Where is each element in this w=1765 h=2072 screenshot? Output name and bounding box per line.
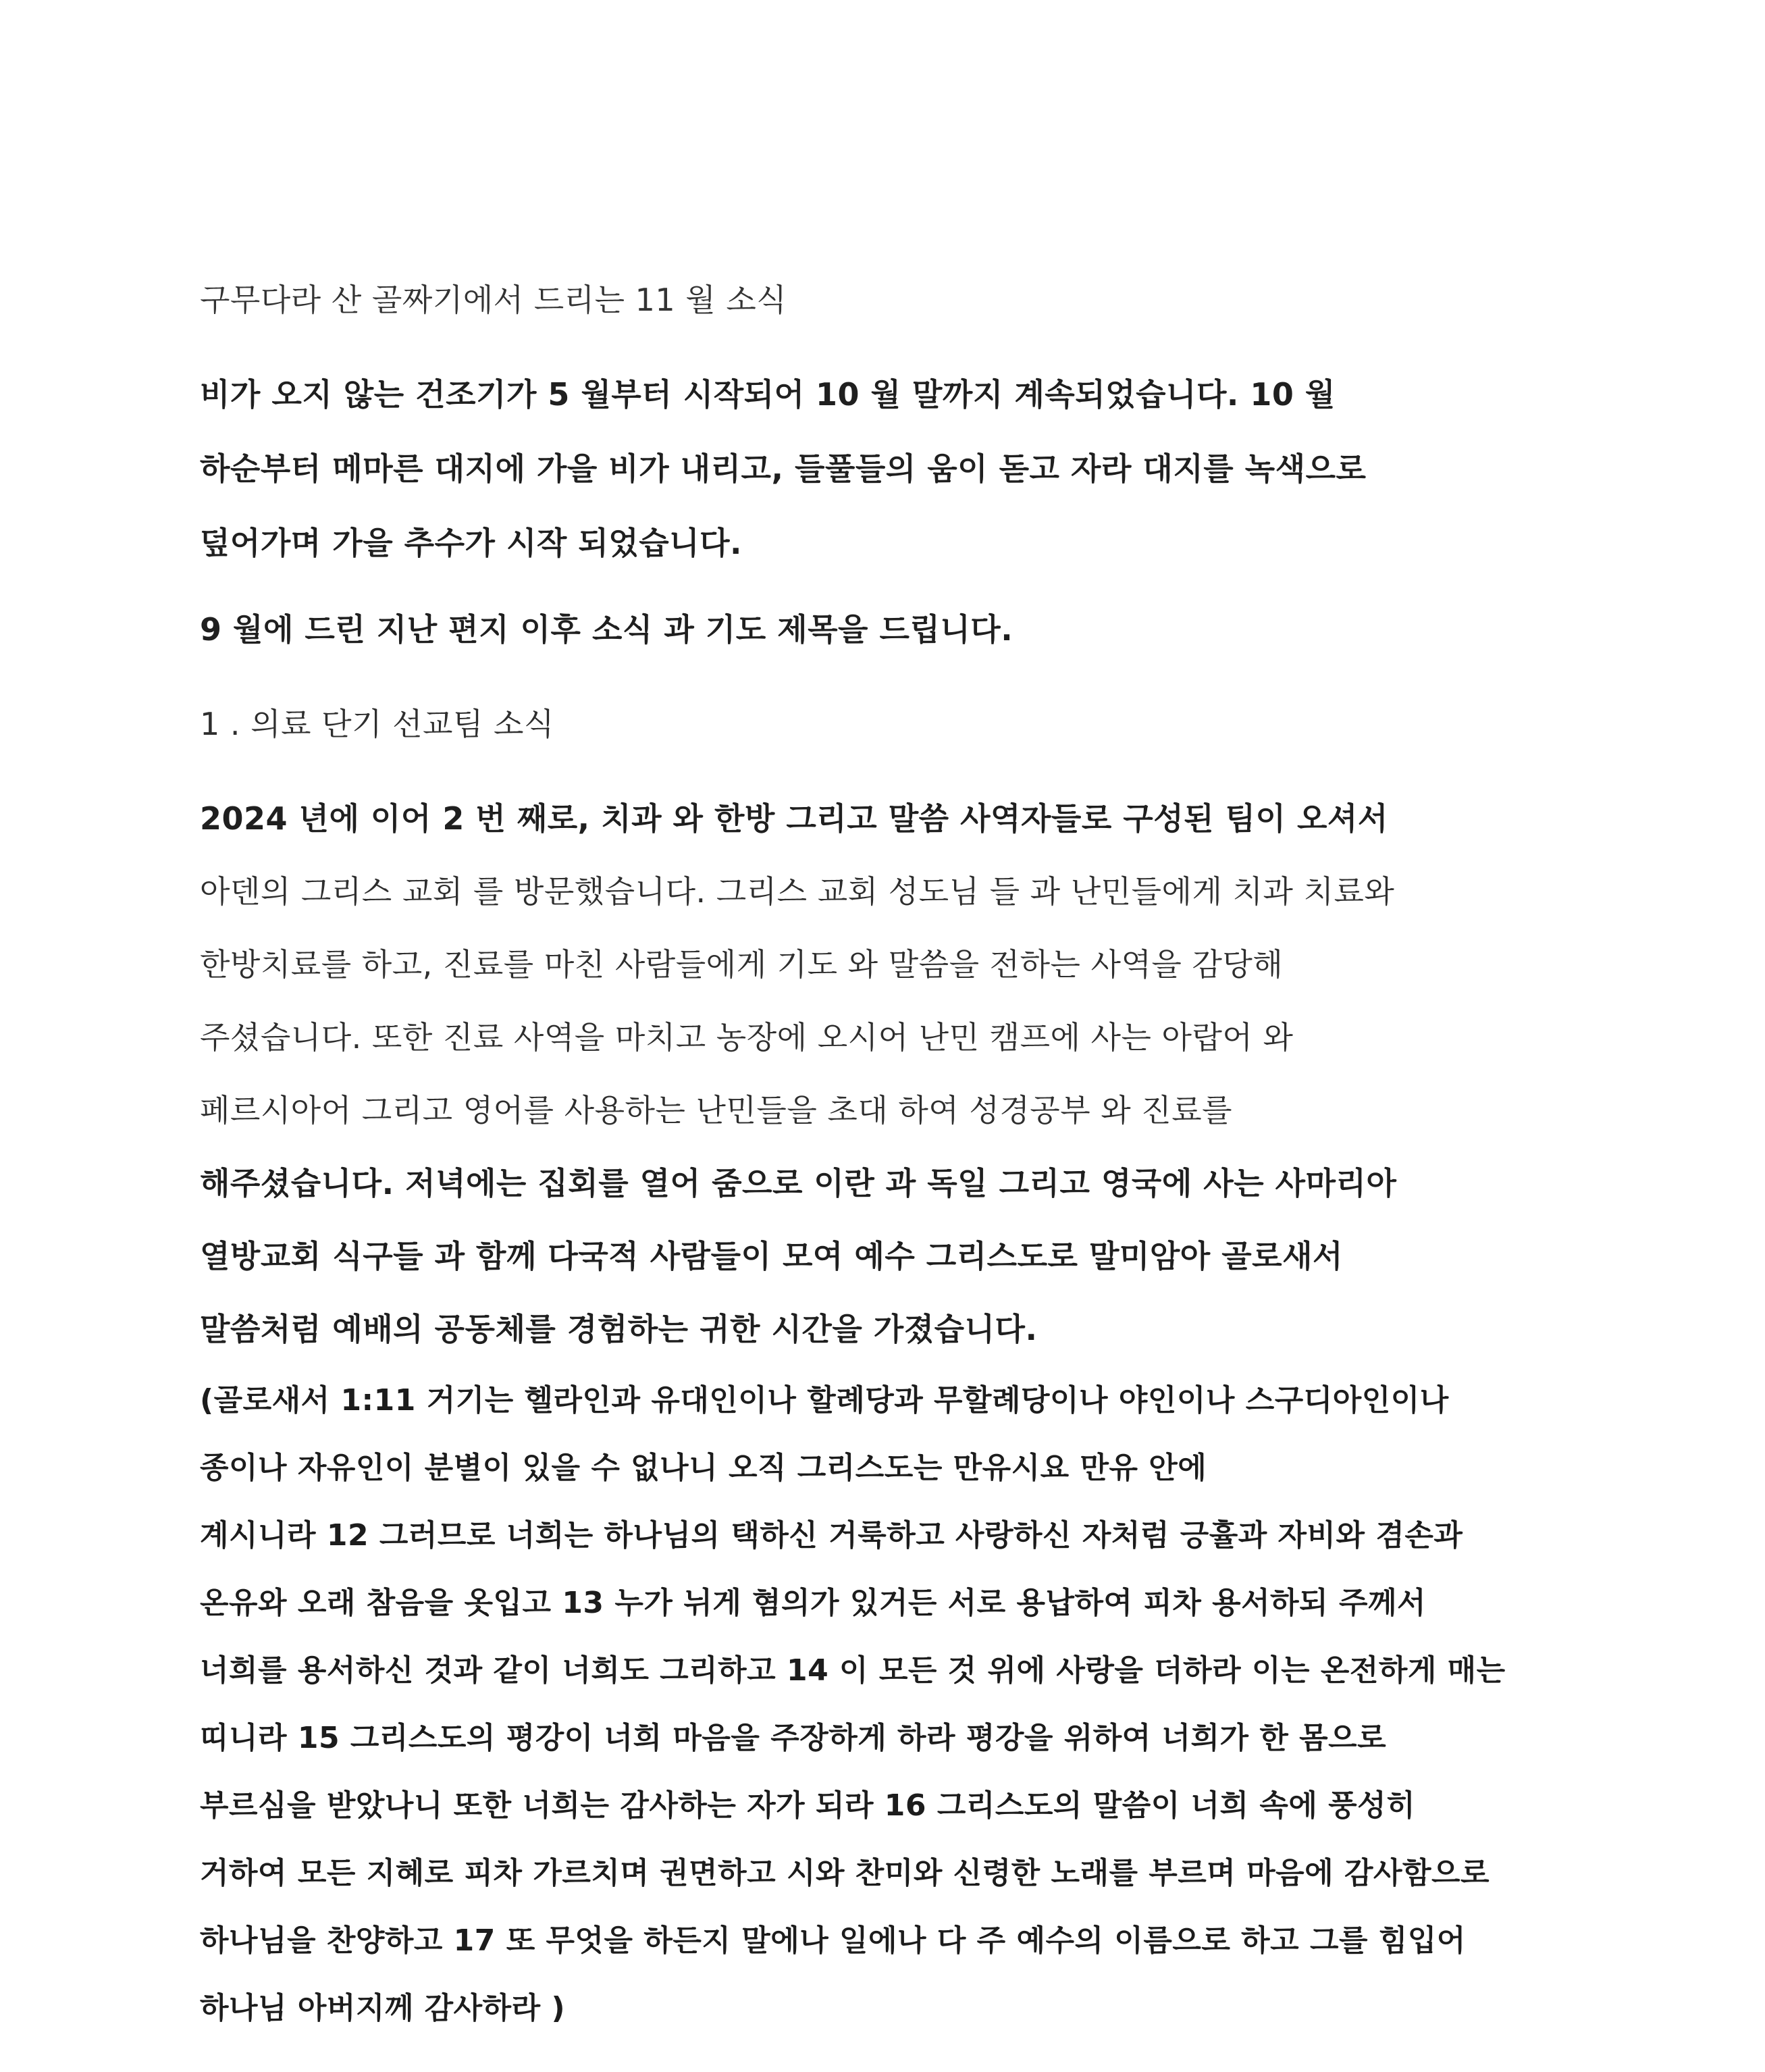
paragraph-line: 말씀처럼 예배의 공동체를 경험하는 귀한 시간을 가졌습니다. — [200, 1311, 1038, 1347]
paragraph-line: 페르시아어 그리고 영어를 사용하는 난민들을 초대 하여 성경공부 와 진료를 — [200, 1092, 1233, 1129]
paragraph-line: 한방치료를 하고, 진료를 마친 사람들에게 기도 와 말씀을 전하는 사역을 감당해 — [200, 946, 1284, 983]
verse-line: 계시니라 12 그러므로 너희는 하나님의 택하신 거룩하고 사랑하신 자처럼 긍휼과 자비와 겸손과 — [200, 1518, 1463, 1553]
verse-line: 너희를 용서하신 것과 같이 너희도 그리하고 14 이 모든 것 위에 사랑을 더하라 이는 온전하게 매는 — [200, 1653, 1506, 1688]
verse-line: 종이나 자유인이 분별이 있을 수 없나니 오직 그리스도는 만유시요 만유 안에 — [200, 1451, 1207, 1485]
section-heading: 1 . 의료 단기 선교팀 소식 — [200, 706, 554, 742]
verse-line: 하나님을 찬양하고 17 또 무엇을 하든지 말에나 일에나 다 주 예수의 이름으로 하고 그를 힘입어 — [200, 1923, 1466, 1958]
verse-line: 부르심을 받았나니 또한 너희는 감사하는 자가 되라 16 그리스도의 말씀이 너희 속에 풍성히 — [200, 1788, 1416, 1823]
verse-line: (골로새서 1:11 거기는 헬라인과 유대인이나 할례당과 무할례당이나 야인이나 스구디아인이나 — [200, 1383, 1449, 1418]
paragraph-line: 열방교회 식구들 과 함께 다국적 사람들이 모여 예수 그리스도로 말미암아 골로새서 — [200, 1238, 1343, 1274]
verse-line: 거하여 모든 지혜로 피차 가르치며 권면하고 시와 찬미와 신령한 노래를 부르며 마음에 감사함으로 — [200, 1856, 1490, 1890]
letter-title: 구무다라 산 골짜기에서 드리는 11 월 소식 — [200, 282, 787, 318]
paragraph-line: 해주셨습니다. 저녁에는 집회를 열어 줌으로 이란 과 독일 그리고 영국에 사는 사마리아 — [200, 1165, 1397, 1201]
paragraph-line: 2024 년에 이어 2 번 째로, 치과 와 한방 그리고 말씀 사역자들로 구성된 팀이 오셔서 — [200, 800, 1388, 837]
verse-line: 온유와 오래 참음을 옷입고 13 누가 뉘게 혐의가 있거든 서로 용납하여 피차 용서하되 주께서 — [200, 1586, 1427, 1620]
verse-line: 띠니라 15 그리스도의 평강이 너희 마음을 주장하게 하라 평강을 위하여 너희가 한 몸으로 — [200, 1721, 1387, 1755]
paragraph-line: 9 월에 드린 지난 편지 이후 소식 과 기도 제목을 드립니다. — [200, 611, 1013, 648]
paragraph-line: 아덴의 그리스 교회 를 방문했습니다. 그리스 교회 성도님 들 과 난민들에게 치과 치료와 — [200, 873, 1395, 910]
paragraph-line: 주셨습니다. 또한 진료 사역을 마치고 농장에 오시어 난민 캠프에 사는 아랍어 와 — [200, 1019, 1294, 1056]
paragraph-line: 덮어가며 가을 추수가 시작 되었습니다. — [200, 525, 743, 561]
paragraph-line: 하순부터 메마른 대지에 가을 비가 내리고, 들풀들의 움이 돋고 자라 대지를 녹색으로 — [200, 450, 1367, 487]
paragraph-line: 비가 오지 않는 건조기가 5 월부터 시작되어 10 월 말까지 계속되었습니다. 10 월 — [200, 376, 1336, 413]
verse-line: 하나님 아버지께 감사하라 ) — [200, 1991, 566, 2025]
